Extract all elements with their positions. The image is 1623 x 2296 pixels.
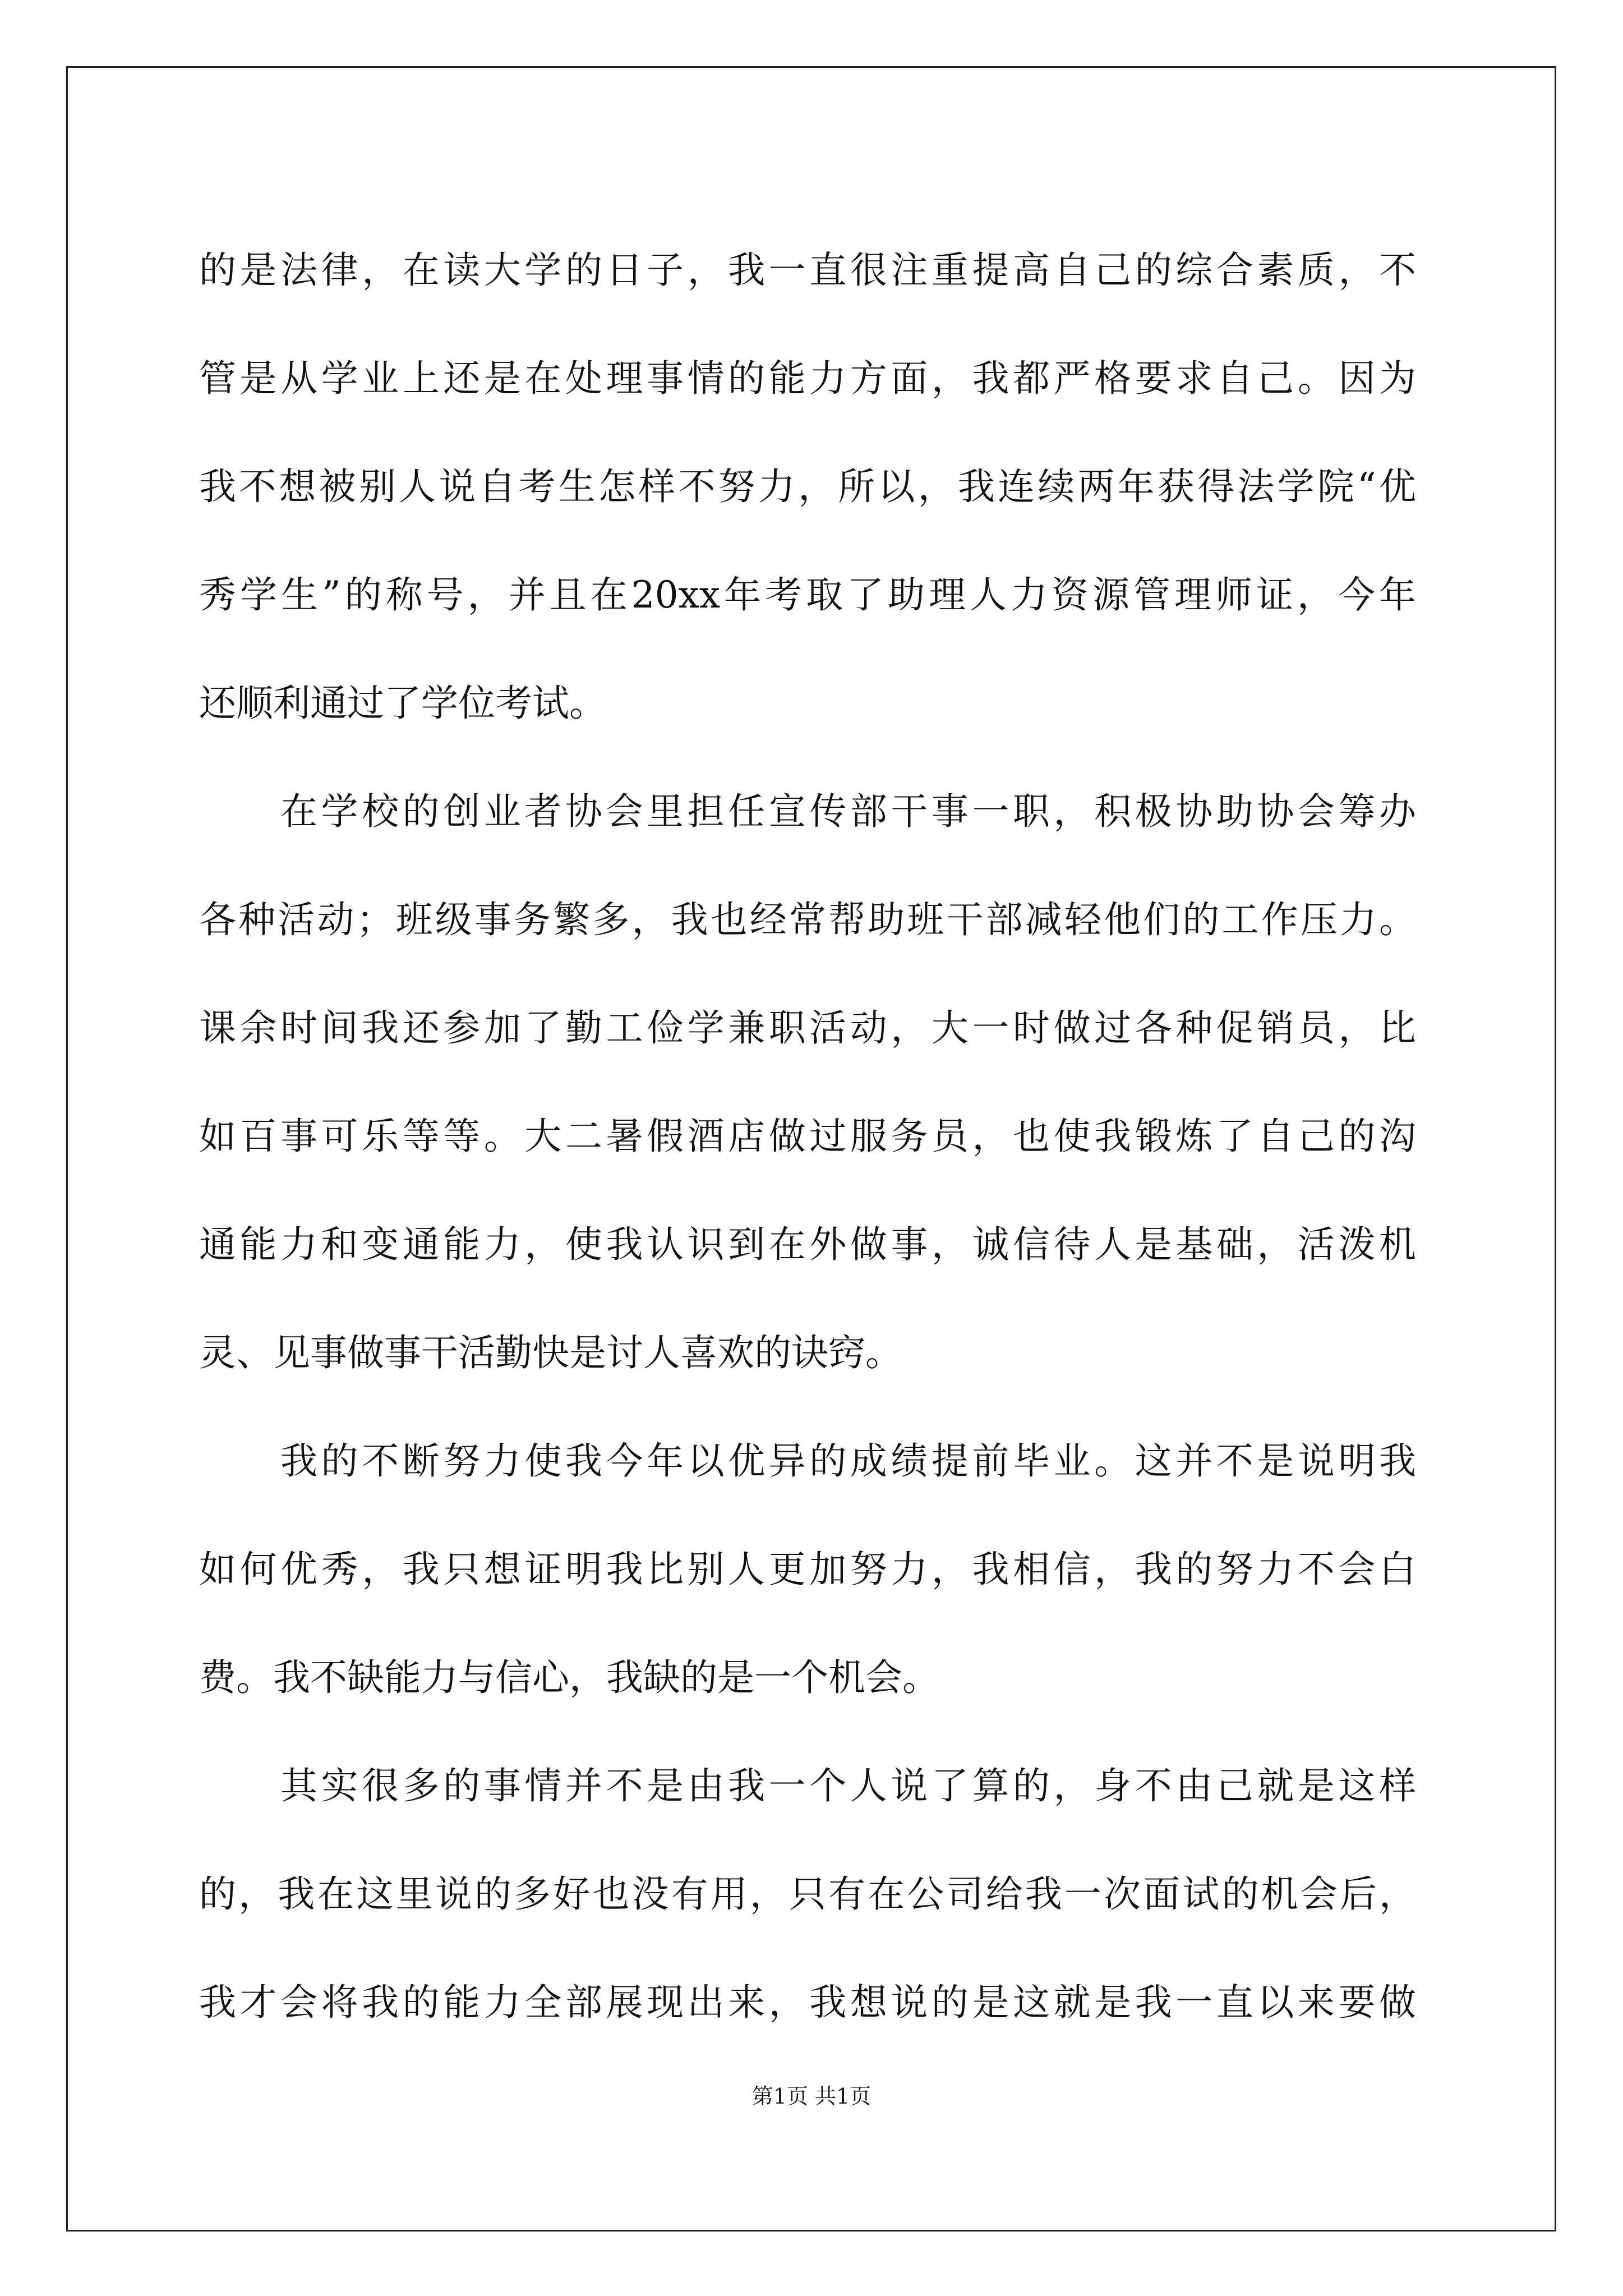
text-line: 如百事可乐等等。大二暑假酒店做过服务员，也使我锻炼了自己的沟 (199, 1115, 1416, 1158)
text-line: 还顺利通过了学位考试。 (199, 682, 606, 725)
document-body (199, 216, 1416, 2056)
text-line: 管是从学业上还是在处理事情的能力方面，我都严格要求自己。因为 (199, 357, 1416, 400)
text-line: 费。我不缺能力与信心，我缺的是一个机会。 (199, 1656, 939, 1699)
text-line: 各种活动；班级事务繁多，我也经常帮助班干部减轻他们的工作压力。 (199, 898, 1416, 941)
text-line: 其实很多的事情并不是由我一个人说了算的，身不由己就是这样 (280, 1764, 1416, 1807)
text-line: 在学校的创业者协会里担任宣传部干事一职，积极协助协会筹办 (280, 790, 1416, 833)
page-footer: 第1页 共1页 (751, 2084, 872, 2109)
text-line: 如何优秀，我只想证明我比别人更加努力，我相信，我的努力不会白 (199, 1548, 1416, 1591)
text-line: 灵、见事做事干活勤快是讨人喜欢的诀窍。 (199, 1331, 902, 1374)
text-line: 我不想被别人说自考生怎样不努力，所以，我连续两年获得法学院“优 (199, 465, 1416, 508)
text-line: 秀学生”的称号，并且在20xx年考取了助理人力资源管理师证，今年 (199, 573, 1416, 616)
text-line: 的，我在这里说的多好也没有用，只有在公司给我一次面试的机会后， (199, 1872, 1416, 1916)
text-line: 通能力和变通能力，使我认识到在外做事，诚信待人是基础，活泼机 (199, 1223, 1416, 1266)
text-line: 我的不断努力使我今年以优异的成绩提前毕业。这并不是说明我 (280, 1439, 1416, 1483)
text-line: 的是法律，在读大学的日子，我一直很注重提高自己的综合素质，不 (199, 249, 1416, 292)
text-line: 我才会将我的能力全部展现出来，我想说的是这就是我一直以来要做 (199, 1981, 1416, 2024)
text-line: 课余时间我还参加了勤工俭学兼职活动，大一时做过各种促销员，比 (199, 1006, 1416, 1050)
